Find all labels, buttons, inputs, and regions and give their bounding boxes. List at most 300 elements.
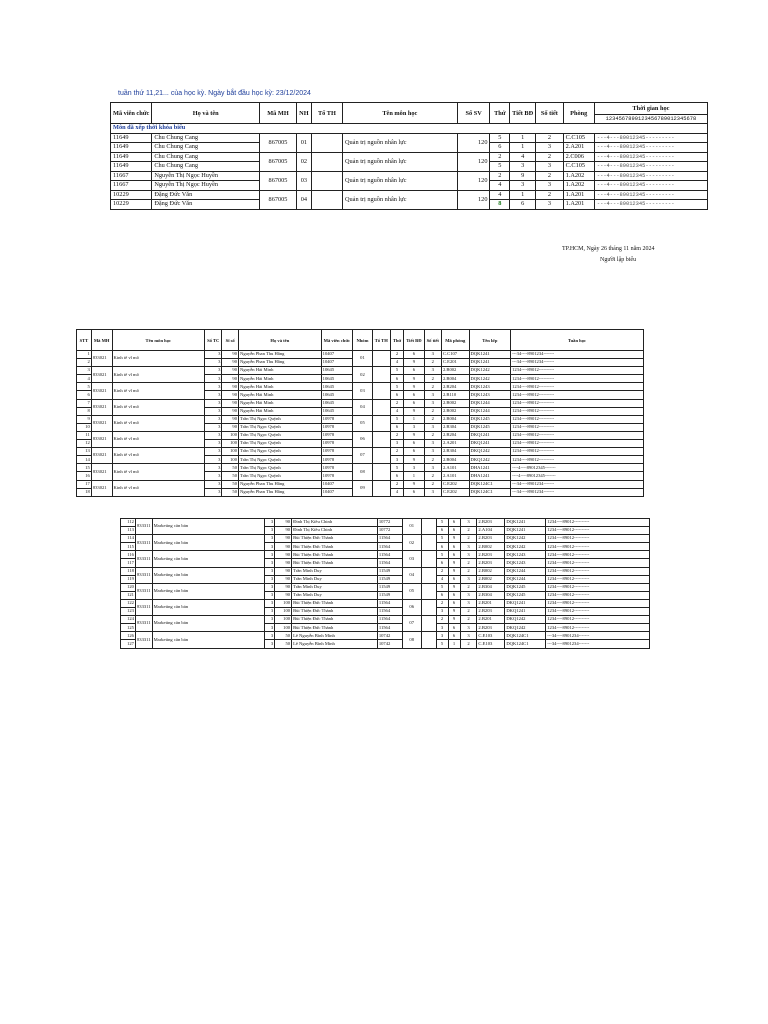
tuan-hoc-cell: 1234----89012---------- xyxy=(546,583,650,591)
so-tc-cell: 3 xyxy=(205,351,222,359)
so-tiet-cell: 2 xyxy=(424,472,441,480)
ten-lop-cell: DQK1242 xyxy=(469,375,511,383)
ho-ten-cell: Nguyễn Hải Minh xyxy=(239,391,322,399)
tiet-bd-cell: 6 xyxy=(448,599,460,607)
si-so-cell: 50 xyxy=(275,632,292,640)
ten-lop-cell: DQK1241 xyxy=(469,351,511,359)
si-so-cell: 50 xyxy=(222,464,239,472)
list-row xyxy=(121,551,650,559)
ma-vc-cell: 10978 xyxy=(321,448,353,456)
ten-lop-cell: DKQ1242 xyxy=(469,448,511,456)
ma-vc-cell: 10407 xyxy=(321,488,353,496)
tiet-bd-cell: 6 xyxy=(448,624,460,632)
so-tc-cell: 3 xyxy=(265,543,275,551)
stt-cell: 8 xyxy=(77,407,92,415)
phong-cell: C.C105 xyxy=(563,133,594,143)
thu-cell: 4 xyxy=(490,190,510,200)
stt-cell: 112 xyxy=(121,519,136,527)
ho-ten-cell: Bùi Thiện Đức Thành xyxy=(292,616,378,624)
to-th-cell xyxy=(311,152,342,171)
ma-mh-cell: 833311 xyxy=(135,583,152,599)
nhom-cell: 01 xyxy=(402,519,421,535)
stt-cell: 3 xyxy=(77,367,92,375)
ma-mh-cell: 833311 xyxy=(135,632,152,648)
ten-mon-cell: Marketing căn bản xyxy=(152,583,265,599)
ten-mon-cell: Marketing căn bản xyxy=(152,519,265,535)
tiet-bd-cell: 6 xyxy=(448,632,460,640)
so-tc-cell: 3 xyxy=(205,391,222,399)
thu-cell: 2 xyxy=(436,567,448,575)
ma-mh-cell: 833021 xyxy=(91,351,112,367)
so-tc-cell: 3 xyxy=(205,448,222,456)
tiet-bd-cell: 6 xyxy=(404,367,424,375)
tuan-hoc-cell: 1234----89012---------- xyxy=(511,448,644,456)
thu-cell: 5 xyxy=(390,464,403,472)
ma-mh-cell: 867005 xyxy=(260,152,297,171)
ho-ten-cell: Nguyễn Phan Thu Hằng xyxy=(239,359,322,367)
ten-mon-cell: Kinh tế vĩ mô xyxy=(112,431,205,447)
tuan-hoc-cell: 1234----89012---------- xyxy=(546,624,650,632)
ma-vc-cell: 11667 xyxy=(111,181,152,191)
phong-cell: 2.B002 xyxy=(441,407,469,415)
ho-ten-cell: Trần Thị Ngọc Quỳnh xyxy=(239,456,322,464)
stt-cell: 120 xyxy=(121,583,136,591)
so-tiet-cell: 2 xyxy=(424,480,441,488)
col-ten-mon: Tên môn học xyxy=(342,103,457,124)
so-tiet-cell: 3 xyxy=(536,200,563,210)
tuan-hoc-cell: 1234----89012---------- xyxy=(511,375,644,383)
tuan-hoc-cell: 1234----89012---------- xyxy=(546,559,650,567)
si-so-cell: 50 xyxy=(222,472,239,480)
tiet-bd-cell: 9 xyxy=(448,567,460,575)
si-so-cell: 90 xyxy=(275,583,292,591)
ma-mh-cell: 833311 xyxy=(135,519,152,535)
so-tiet-cell: 2 xyxy=(424,431,441,439)
tuan-hoc-cell: ----4----89012345------- xyxy=(511,472,644,480)
ma-vc-cell: 10978 xyxy=(321,415,353,423)
phong-cell: 1.A201 xyxy=(563,190,594,200)
phong-cell: 2.B002 xyxy=(477,575,505,583)
ten-mon-cell: Marketing căn bản xyxy=(152,551,265,567)
so-tiet-cell: 2 xyxy=(460,535,477,543)
si-so-cell: 100 xyxy=(275,608,292,616)
stt-cell: 123 xyxy=(121,608,136,616)
thu-cell: 4 xyxy=(490,181,510,191)
section-label: Môn đã xếp thời khóa biểu xyxy=(111,124,708,134)
stt-cell: 7 xyxy=(77,399,92,407)
schedule-row xyxy=(111,133,708,143)
col-nhom: Nhóm xyxy=(353,330,373,351)
thu-cell: 6 xyxy=(390,391,403,399)
tiet-bd-cell: 6 xyxy=(404,488,424,496)
tiet-bd-cell: 3 xyxy=(404,464,424,472)
phong-cell: C.E202 xyxy=(441,488,469,496)
tuan-hoc-cell: 1234----89012---------- xyxy=(511,391,644,399)
so-tc-cell: 3 xyxy=(205,488,222,496)
phong-cell: 2.A201 xyxy=(563,143,594,153)
tiet-bd-cell: 9 xyxy=(404,431,424,439)
col-tiet-bd: Tiết BĐ xyxy=(404,330,424,351)
ma-mh-cell: 833021 xyxy=(91,464,112,480)
thu-cell: 5 xyxy=(436,519,448,527)
ten-mon-cell: Quản trị nguồn nhân lực xyxy=(342,171,457,190)
so-tiet-cell: 2 xyxy=(460,640,477,648)
list-row xyxy=(77,431,644,439)
tiet-bd-cell: 1 xyxy=(448,640,460,648)
si-so-cell: 90 xyxy=(222,407,239,415)
so-tc-cell: 3 xyxy=(205,367,222,375)
ten-lop-cell: DQK124C1 xyxy=(469,488,511,496)
ma-vc-cell: 10772 xyxy=(377,519,402,527)
ho-ten-cell: Bùi Thiện Đức Thành xyxy=(292,608,378,616)
ma-vc-cell: 11564 xyxy=(377,543,402,551)
nh-cell: 04 xyxy=(296,190,311,209)
nhom-cell: 02 xyxy=(353,367,373,383)
si-so-cell: 90 xyxy=(222,399,239,407)
thoi-gian-cell: ---4---89012345--------- xyxy=(594,181,707,191)
phong-cell: 2.B203 xyxy=(477,624,505,632)
col-tuan-hoc: Tuần học xyxy=(511,330,644,351)
to-th-cell xyxy=(372,464,390,480)
phong-cell: 1.A201 xyxy=(563,200,594,210)
col-phong: Phòng xyxy=(563,103,594,124)
tuan-hoc-cell: 1234----89012---------- xyxy=(546,616,650,624)
phong-cell: 2.B002 xyxy=(477,543,505,551)
stt-cell: 122 xyxy=(121,599,136,607)
ten-lop-cell: DKQ1241 xyxy=(505,599,546,607)
thu-cell: 2 xyxy=(390,351,403,359)
nhom-cell: 04 xyxy=(402,567,421,583)
tiet-bd-cell: 9 xyxy=(448,616,460,624)
so-tiet-cell: 2 xyxy=(424,383,441,391)
so-tiet-cell: 2 xyxy=(460,559,477,567)
tuan-hoc-cell: 1234----89012---------- xyxy=(546,551,650,559)
phong-cell: C.C107 xyxy=(441,351,469,359)
si-so-cell: 90 xyxy=(222,375,239,383)
stt-cell: 15 xyxy=(77,464,92,472)
ten-mon-cell: Marketing căn bản xyxy=(152,599,265,615)
col-ma-mh: Mã MH xyxy=(260,103,297,124)
tuan-hoc-cell: 1234----89012---------- xyxy=(546,535,650,543)
stt-cell: 127 xyxy=(121,640,136,648)
so-tiet-cell: 3 xyxy=(424,399,441,407)
ma-vc-cell: 11549 xyxy=(377,567,402,575)
nhom-cell: 03 xyxy=(353,383,373,399)
si-so-cell: 90 xyxy=(222,359,239,367)
ma-mh-cell: 833021 xyxy=(91,399,112,415)
thu-cell: 2 xyxy=(390,448,403,456)
thu-cell: 2 xyxy=(390,399,403,407)
ho-ten-cell: Trần Thị Ngọc Quỳnh xyxy=(239,472,322,480)
ten-mon-cell: Quản trị nguồn nhân lực xyxy=(342,190,457,209)
so-tiet-cell: 2 xyxy=(536,133,563,143)
so-tiet-cell: 3 xyxy=(536,143,563,153)
tiet-bd-cell: 9 xyxy=(404,456,424,464)
to-th-cell xyxy=(311,133,342,152)
thu-cell: 3 xyxy=(390,440,403,448)
thoi-gian-cell: ---4---89012345--------- xyxy=(594,200,707,210)
col-ma-vien-chuc: Mã viên chức xyxy=(111,103,152,124)
ho-ten-cell: Bùi Thiện Đức Thành xyxy=(292,559,378,567)
to-th-cell xyxy=(421,616,436,632)
col-to-th: Tổ TH xyxy=(372,330,390,351)
so-tc-cell: 3 xyxy=(265,608,275,616)
so-tc-cell: 3 xyxy=(265,616,275,624)
ma-vc-cell: 11564 xyxy=(377,599,402,607)
ho-ten-cell: Đặng Đức Văn xyxy=(152,190,260,200)
so-tc-cell: 3 xyxy=(265,591,275,599)
thu-cell: 5 xyxy=(436,640,448,648)
so-tiet-cell: 3 xyxy=(424,391,441,399)
nhom-cell: 03 xyxy=(402,551,421,567)
phong-cell: 2.B203 xyxy=(477,559,505,567)
tuan-hoc-cell: 1234----89012---------- xyxy=(546,575,650,583)
so-tc-cell: 3 xyxy=(205,423,222,431)
so-tiet-cell: 3 xyxy=(460,575,477,583)
schedule-row xyxy=(111,171,708,181)
so-tiet-cell: 2 xyxy=(424,456,441,464)
phong-cell: C.E201 xyxy=(441,359,469,367)
so-tiet-cell: 3 xyxy=(424,464,441,472)
ten-lop-cell: DQK1244 xyxy=(505,567,546,575)
ma-vc-cell: 11649 xyxy=(111,162,152,172)
ma-vc-cell: 11564 xyxy=(377,624,402,632)
to-th-cell xyxy=(421,599,436,615)
so-tc-cell: 3 xyxy=(265,632,275,640)
tuan-hoc-cell: 1234----89012---------- xyxy=(511,423,644,431)
col-stt: STT xyxy=(77,330,92,351)
ma-vc-cell: 10742 xyxy=(377,640,402,648)
ma-vc-cell: 10407 xyxy=(321,359,353,367)
ma-mh-cell: 833311 xyxy=(135,535,152,551)
ma-vc-cell: 10978 xyxy=(321,423,353,431)
to-th-cell xyxy=(372,351,390,367)
tuan-hoc-cell: ---34----8901234------- xyxy=(511,488,644,496)
nhom-cell: 02 xyxy=(402,535,421,551)
col-so-tc: Số TC xyxy=(205,330,222,351)
phong-cell: 2.A101 xyxy=(441,472,469,480)
thu-cell: 5 xyxy=(390,415,403,423)
thu-cell: 5 xyxy=(436,535,448,543)
so-tc-cell: 3 xyxy=(205,480,222,488)
tuan-hoc-cell: 1234----89012---------- xyxy=(511,367,644,375)
thu-cell: 4 xyxy=(390,359,403,367)
ten-mon-cell: Kinh tế vĩ mô xyxy=(112,415,205,431)
tiet-bd-cell: 9 xyxy=(448,559,460,567)
tiet-bd-cell: 6 xyxy=(510,200,536,210)
stt-cell: 9 xyxy=(77,415,92,423)
list-row xyxy=(77,480,644,488)
ten-mon-cell: Kinh tế vĩ mô xyxy=(112,383,205,399)
ma-vc-cell: 11564 xyxy=(377,559,402,567)
thu-cell: 3 xyxy=(436,608,448,616)
ho-ten-cell: Trần Minh Duy xyxy=(292,583,378,591)
ma-mh-cell: 833021 xyxy=(91,448,112,464)
ho-ten-cell: Trần Thị Ngọc Quỳnh xyxy=(239,440,322,448)
so-tc-cell: 3 xyxy=(265,599,275,607)
stt-cell: 6 xyxy=(77,391,92,399)
col-thoi-gian: Thời gian học xyxy=(594,103,707,115)
tiet-bd-cell: 1 xyxy=(510,190,536,200)
nhom-cell: 07 xyxy=(353,448,373,464)
ma-vc-cell: 10645 xyxy=(321,383,353,391)
so-tiet-cell: 3 xyxy=(424,440,441,448)
ma-vc-cell: 10645 xyxy=(321,391,353,399)
ho-ten-cell: Nguyễn Thị Ngọc Huyền xyxy=(152,181,260,191)
so-tiet-cell: 2 xyxy=(460,616,477,624)
so-tc-cell: 3 xyxy=(265,624,275,632)
ten-lop-cell: DQK1242 xyxy=(469,367,511,375)
ten-mon-cell: Kinh tế vĩ mô xyxy=(112,367,205,383)
ma-vc-cell: 11564 xyxy=(377,535,402,543)
to-th-cell xyxy=(372,480,390,496)
ma-vc-cell: 10978 xyxy=(321,464,353,472)
tuan-hoc-cell: 1234----89012---------- xyxy=(546,591,650,599)
ten-mon-cell: Kinh tế vĩ mô xyxy=(112,464,205,480)
ten-lop-cell: DQK1241 xyxy=(469,359,511,367)
ho-ten-cell: Trần Minh Duy xyxy=(292,575,378,583)
ho-ten-cell: Trần Thị Ngọc Quỳnh xyxy=(239,423,322,431)
nhom-cell: 06 xyxy=(353,431,373,447)
ho-ten-cell: Trần Thị Ngọc Quỳnh xyxy=(239,464,322,472)
col-ma-vc: Mã viên chức xyxy=(321,330,353,351)
ma-vc-cell: 10978 xyxy=(321,440,353,448)
list-row xyxy=(77,415,644,423)
nhom-cell: 09 xyxy=(353,480,373,496)
so-tiet-cell: 3 xyxy=(536,162,563,172)
thu-cell: 2 xyxy=(490,152,510,162)
thu-cell: 5 xyxy=(436,583,448,591)
phong-cell: 2.B203 xyxy=(477,535,505,543)
ten-lop-cell: DQK1243 xyxy=(469,391,511,399)
ma-vc-cell: 10645 xyxy=(321,375,353,383)
ten-lop-cell: DQK1243 xyxy=(505,551,546,559)
ten-lop-cell: DKQ1241 xyxy=(469,431,511,439)
thu-cell: 2 xyxy=(390,480,403,488)
ten-lop-cell: DQK1241 xyxy=(505,527,546,535)
ho-ten-cell: Trần Minh Duy xyxy=(292,567,378,575)
tiet-bd-cell: 9 xyxy=(404,480,424,488)
tuan-hoc-cell: 1234----89012---------- xyxy=(511,431,644,439)
phong-cell: 2.B002 xyxy=(441,367,469,375)
si-so-cell: 90 xyxy=(275,551,292,559)
si-so-cell: 90 xyxy=(222,383,239,391)
tuan-hoc-cell: ---34----8901234------- xyxy=(546,632,650,640)
thoi-gian-cell: ---4---89012345--------- xyxy=(594,190,707,200)
ma-vc-cell: 10229 xyxy=(111,190,152,200)
nhom-cell: 08 xyxy=(402,632,421,648)
to-th-cell xyxy=(421,583,436,599)
list-row xyxy=(121,632,650,640)
phong-cell: 2.B304 xyxy=(441,423,469,431)
ten-lop-cell: DQK1245 xyxy=(469,423,511,431)
thu-cell: 4 xyxy=(390,488,403,496)
so-tiet-cell: 3 xyxy=(424,448,441,456)
ten-mon-cell: Marketing căn bản xyxy=(152,535,265,551)
ho-ten-cell: Chu Chung Cang xyxy=(152,143,260,153)
phong-cell: 2.B201 xyxy=(477,616,505,624)
tiet-bd-cell: 6 xyxy=(448,543,460,551)
phong-cell: C.E103 xyxy=(477,632,505,640)
ma-mh-cell: 867005 xyxy=(260,171,297,190)
phong-cell: 1.A202 xyxy=(563,171,594,181)
nhom-cell: 08 xyxy=(353,464,373,480)
nh-cell: 02 xyxy=(296,152,311,171)
phong-cell: 2.B203 xyxy=(477,608,505,616)
week-digits: 1234567890123456789012345678 xyxy=(594,114,707,123)
so-tc-cell: 3 xyxy=(265,527,275,535)
nhom-cell: 04 xyxy=(353,399,373,415)
so-tc-cell: 3 xyxy=(265,575,275,583)
ten-mon-cell: Kinh tế vĩ mô xyxy=(112,448,205,464)
col-ho-ten: Họ và tên xyxy=(239,330,322,351)
si-so-cell: 100 xyxy=(275,624,292,632)
so-tc-cell: 3 xyxy=(205,431,222,439)
tuan-hoc-cell: 1234----89012---------- xyxy=(511,383,644,391)
stt-cell: 117 xyxy=(121,559,136,567)
ma-mh-cell: 833021 xyxy=(91,367,112,383)
list-row xyxy=(77,383,644,391)
stt-cell: 113 xyxy=(121,527,136,535)
ten-lop-cell: DKQ1242 xyxy=(505,616,546,624)
ma-mh-cell: 867005 xyxy=(260,133,297,152)
stt-cell: 13 xyxy=(77,448,92,456)
thu-cell: 3 xyxy=(436,632,448,640)
thoi-gian-cell: ---4---89012345--------- xyxy=(594,162,707,172)
list-row xyxy=(121,616,650,624)
si-so-cell: 50 xyxy=(222,480,239,488)
si-so-cell: 100 xyxy=(275,599,292,607)
so-tiet-cell: 3 xyxy=(460,551,477,559)
ten-lop-cell: DKQ1242 xyxy=(469,456,511,464)
phong-cell: 2.B004 xyxy=(441,456,469,464)
semester-caption: tuần thứ 11,21... của học kỳ. Ngày bắt đầu học kỳ: 23/12/2024 xyxy=(118,90,311,97)
si-so-cell: 90 xyxy=(275,575,292,583)
signer-label: Người lập biểu xyxy=(600,257,637,263)
ma-vc-cell: 11667 xyxy=(111,171,152,181)
stt-cell: 11 xyxy=(77,431,92,439)
ten-lop-cell: DQK1242 xyxy=(505,535,546,543)
so-tiet-cell: 3 xyxy=(424,488,441,496)
so-tiet-cell: 2 xyxy=(460,567,477,575)
thu-cell: 5 xyxy=(390,367,403,375)
to-th-cell xyxy=(372,415,390,431)
si-so-cell: 90 xyxy=(222,423,239,431)
col-si-so: Sĩ số xyxy=(222,330,239,351)
so-sv-cell: 120 xyxy=(457,190,490,209)
si-so-cell: 100 xyxy=(222,448,239,456)
ten-lop-cell: DQK1245 xyxy=(505,591,546,599)
phong-cell: 2.B203 xyxy=(477,551,505,559)
ten-mon-cell: Marketing căn bản xyxy=(152,616,265,632)
ma-vc-cell: 10407 xyxy=(321,351,353,359)
tuan-hoc-cell: ---34----8901234------- xyxy=(511,359,644,367)
ten-lop-cell: DQK1242 xyxy=(505,543,546,551)
col-so-tiet: Số tiết xyxy=(536,103,563,124)
so-tiet-cell: 3 xyxy=(536,181,563,191)
stt-cell: 126 xyxy=(121,632,136,640)
date-line: TP.HCM, Ngày 26 tháng 11 năm 2024 xyxy=(562,246,655,252)
col-ten-lop: Tên lớp xyxy=(469,330,511,351)
tiet-bd-cell: 9 xyxy=(448,583,460,591)
ma-mh-cell: 833311 xyxy=(135,616,152,632)
phong-cell: 2.C006 xyxy=(563,152,594,162)
so-tc-cell: 3 xyxy=(205,359,222,367)
course-list-table-part1 xyxy=(76,329,644,497)
phong-cell: 2.B002 xyxy=(441,399,469,407)
tiet-bd-cell: 1 xyxy=(404,415,424,423)
ten-lop-cell: DQK1244 xyxy=(505,575,546,583)
